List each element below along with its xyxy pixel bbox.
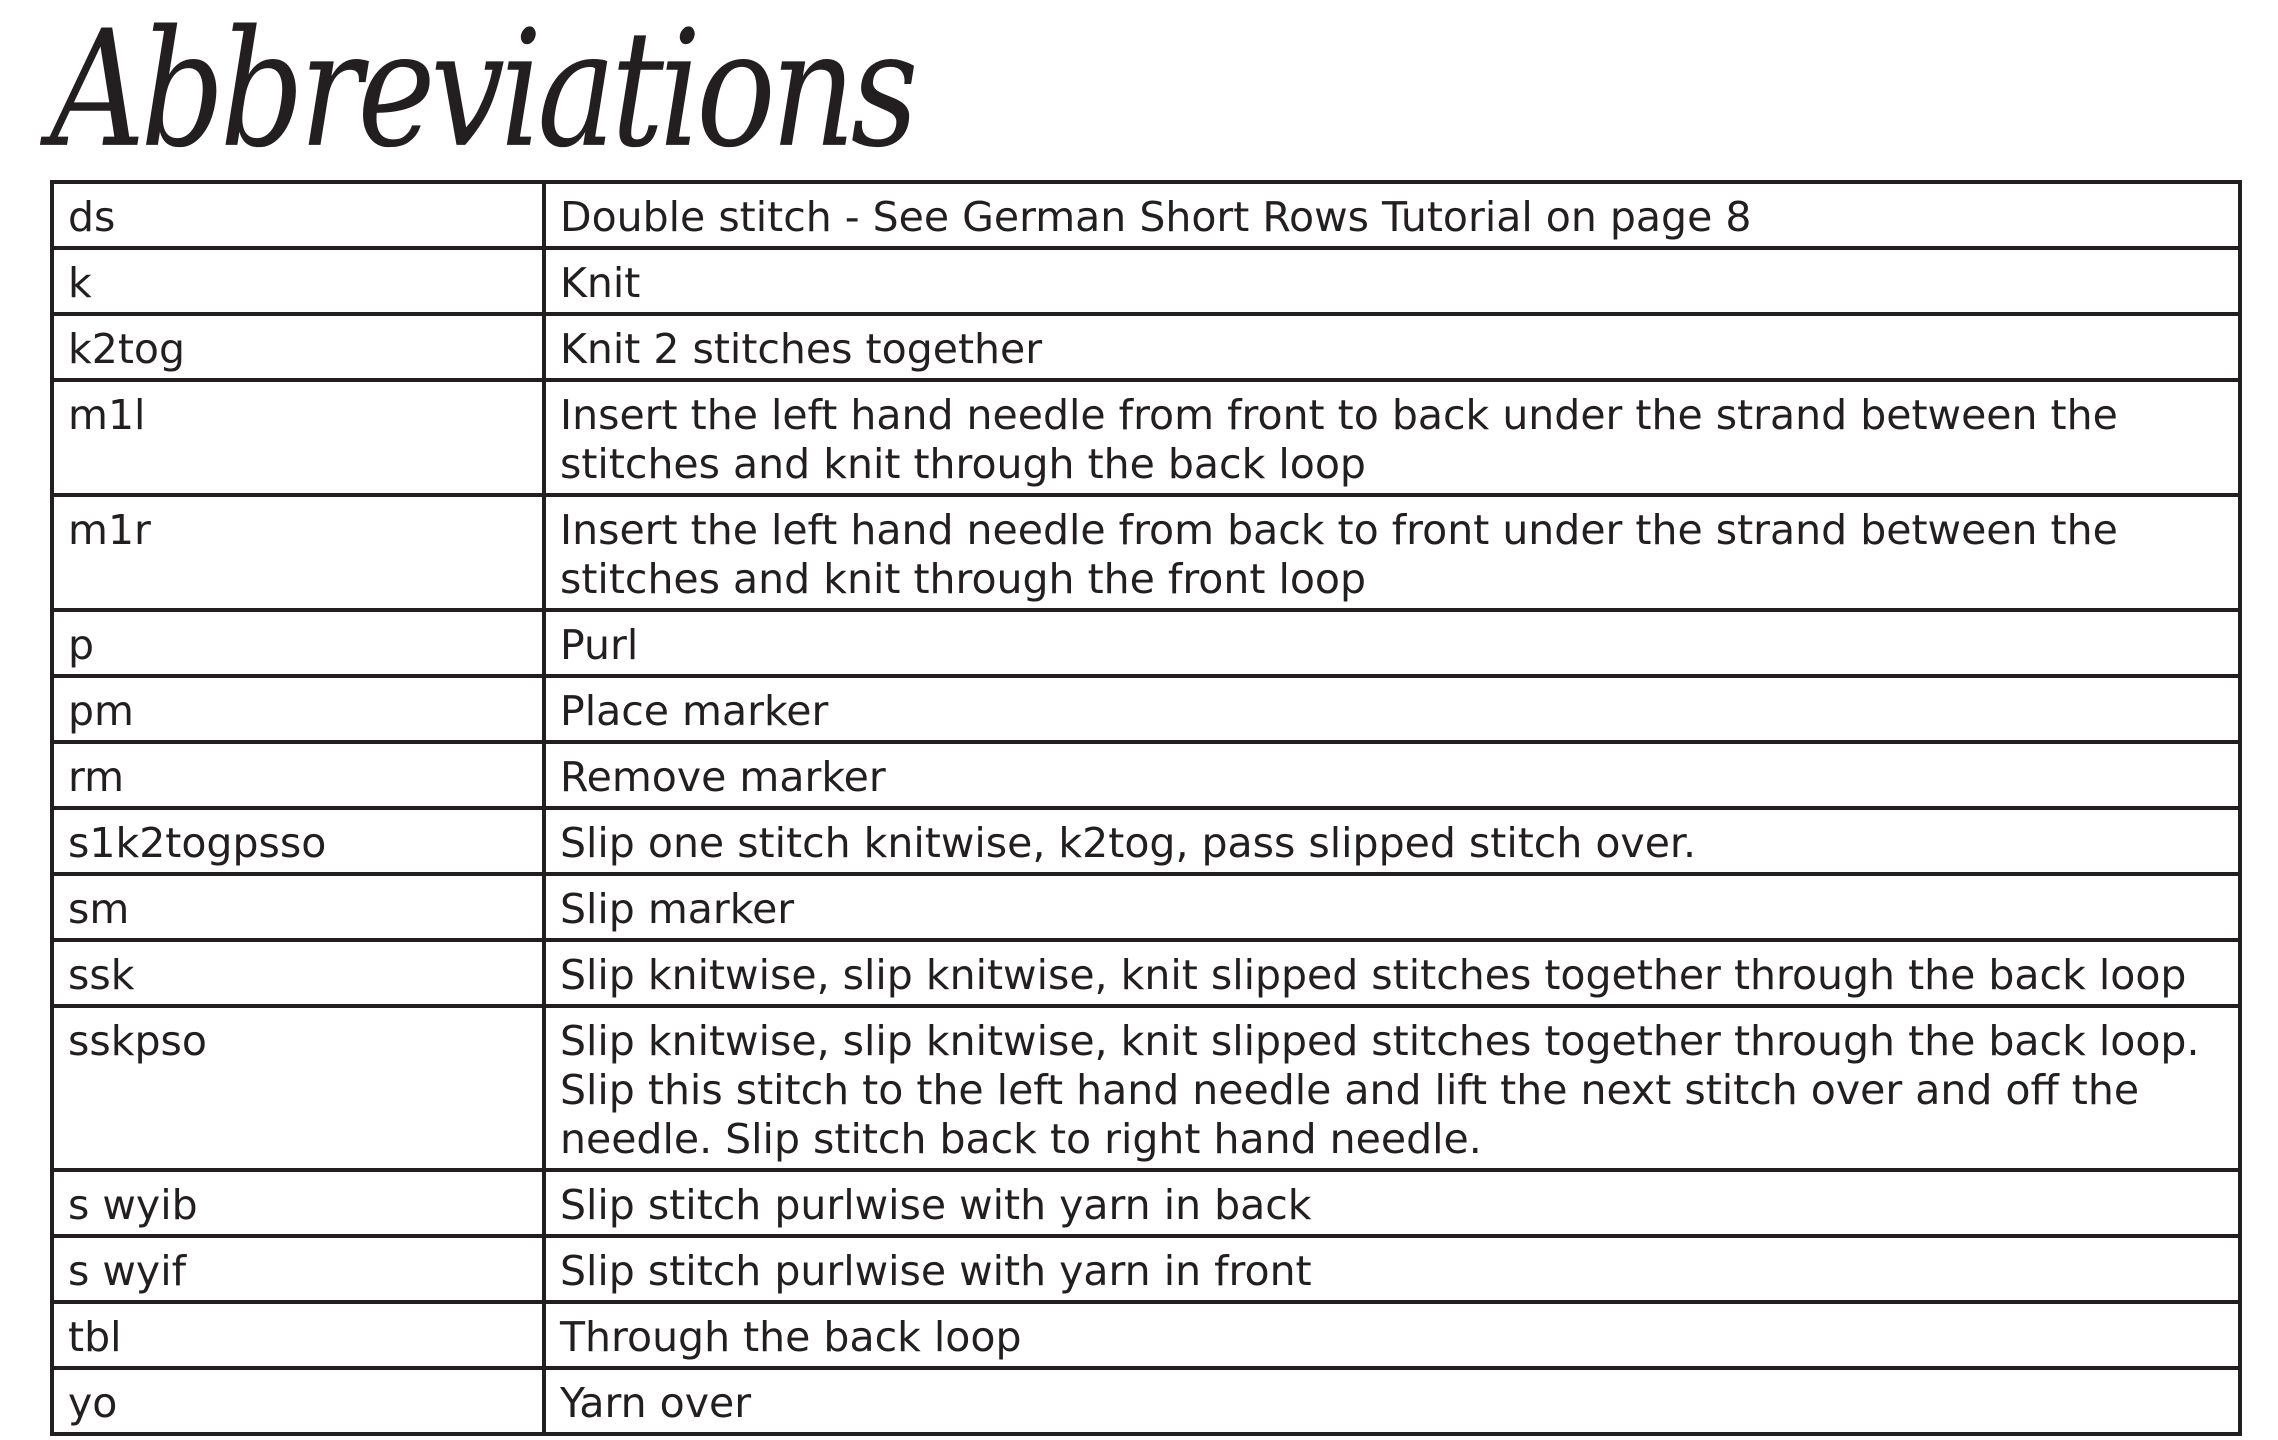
abbreviation-cell: k (52, 248, 544, 314)
table-row (52, 742, 2240, 808)
definition-cell: Place marker (544, 676, 2240, 742)
definition-cell: Insert the left hand needle from front to back under the strand between the stitches and knit through the back loop (544, 380, 2240, 495)
definition-cell: Remove marker (544, 742, 2240, 808)
definition-cell: Slip knitwise, slip knitwise, knit slipped stitches together through the back loop. Slip this stitch to the left hand needle and lift the next stitch over and off the needle. Slip stitch back to right hand needle. (544, 1006, 2240, 1170)
table-row (52, 1368, 2240, 1434)
table-row (52, 874, 2240, 940)
definition-cell: Slip knitwise, slip knitwise, knit slipped stitches together through the back loop (544, 940, 2240, 1006)
abbreviation-cell: s wyif (52, 1236, 544, 1302)
abbreviation-cell: sskpso (52, 1006, 544, 1170)
abbreviation-cell: tbl (52, 1302, 544, 1368)
definition-cell: Knit 2 stitches together (544, 314, 2240, 380)
abbreviations-table (50, 180, 2242, 1436)
page-title: Abbreviations (50, 0, 914, 184)
abbreviation-cell: ssk (52, 940, 544, 1006)
table-row (52, 314, 2240, 380)
abbreviation-cell: m1l (52, 380, 544, 495)
table-row (52, 676, 2240, 742)
abbreviation-cell: yo (52, 1368, 544, 1434)
definition-cell: Insert the left hand needle from back to front under the strand between the stitches and knit through the front loop (544, 495, 2240, 610)
table-row (52, 182, 2240, 248)
definition-cell: Knit (544, 248, 2240, 314)
table-row (52, 380, 2240, 495)
table-row (52, 1170, 2240, 1236)
abbreviation-cell: p (52, 610, 544, 676)
table-row (52, 610, 2240, 676)
definition-cell: Yarn over (544, 1368, 2240, 1434)
definition-cell: Slip stitch purlwise with yarn in back (544, 1170, 2240, 1236)
table-row (52, 248, 2240, 314)
abbreviation-cell: sm (52, 874, 544, 940)
abbreviation-cell: s1k2togpsso (52, 808, 544, 874)
definition-cell: Double stitch - See German Short Rows Tutorial on page 8 (544, 182, 2240, 248)
table-row (52, 1302, 2240, 1368)
definition-cell: Slip one stitch knitwise, k2tog, pass slipped stitch over. (544, 808, 2240, 874)
abbreviation-cell: pm (52, 676, 544, 742)
abbreviation-cell: rm (52, 742, 544, 808)
abbreviation-cell: k2tog (52, 314, 544, 380)
definition-cell: Slip marker (544, 874, 2240, 940)
abbreviation-cell: ds (52, 182, 544, 248)
table-row (52, 1236, 2240, 1302)
abbreviation-cell: s wyib (52, 1170, 544, 1236)
table-row (52, 1006, 2240, 1170)
table-row (52, 808, 2240, 874)
abbreviation-cell: m1r (52, 495, 544, 610)
abbreviations-table-body (52, 182, 2240, 1434)
definition-cell: Slip stitch purlwise with yarn in front (544, 1236, 2240, 1302)
table-row (52, 495, 2240, 610)
definition-cell: Purl (544, 610, 2240, 676)
definition-cell: Through the back loop (544, 1302, 2240, 1368)
table-row (52, 940, 2240, 1006)
